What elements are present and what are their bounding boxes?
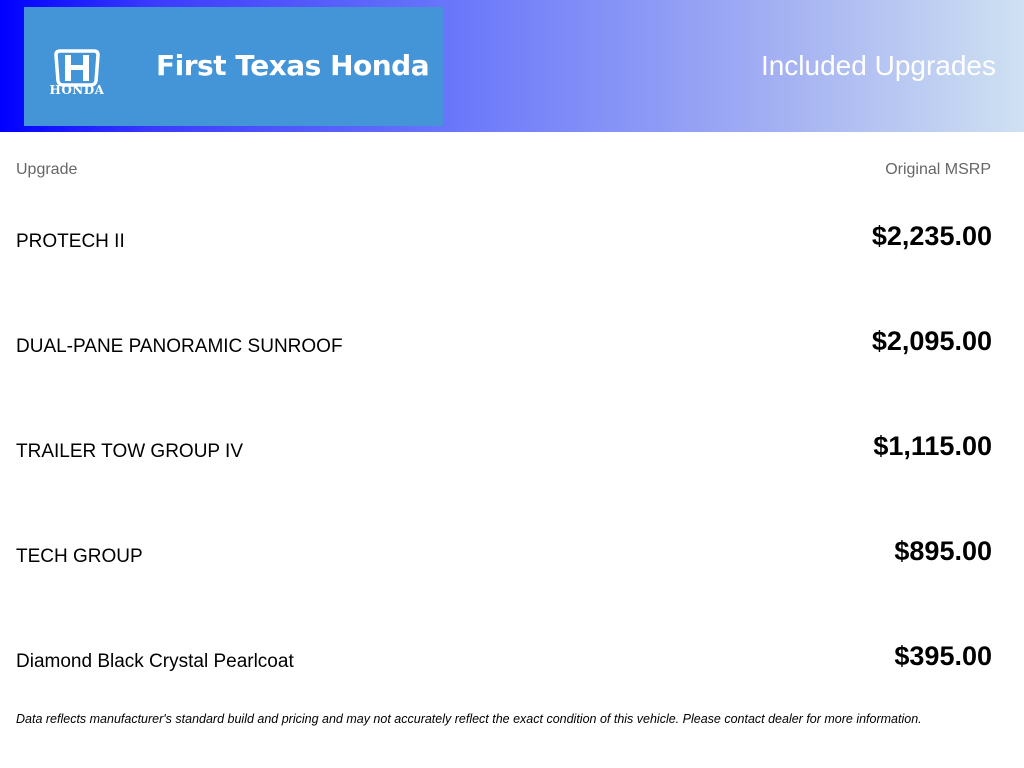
upgrade-price: $395.00 — [894, 641, 992, 671]
upgrade-price: $1,115.00 — [873, 431, 992, 461]
upgrade-row — [16, 641, 992, 681]
upgrade-row — [16, 431, 992, 471]
upgrade-row — [16, 221, 992, 261]
page-title: Included Upgrades — [760, 50, 996, 81]
page-header — [0, 0, 1024, 132]
column-header-upgrade: Upgrade — [16, 161, 78, 178]
upgrade-name: Diamond Black Crystal Pearlcoat — [16, 651, 294, 672]
upgrade-name: TECH GROUP — [16, 546, 143, 567]
upgrade-row — [16, 536, 992, 576]
dealer-logo — [24, 7, 443, 126]
upgrade-price: $2,235.00 — [871, 221, 992, 251]
upgrade-name: DUAL-PANE PANORAMIC SUNROOF — [16, 336, 343, 357]
disclaimer-text: Data reflects manufacturer's standard build and pricing and may not accurately reflect the exact condition of this vehicle. Please contact dealer for more information. — [16, 712, 922, 726]
upgrade-price: $2,095.00 — [871, 326, 992, 356]
upgrade-price: $895.00 — [894, 536, 992, 566]
upgrade-name: PROTECH II — [16, 231, 125, 252]
dealer-name: First Texas Honda — [156, 49, 430, 82]
upgrade-row — [16, 326, 992, 366]
column-header-msrp: Original MSRP — [885, 161, 991, 178]
upgrade-name: TRAILER TOW GROUP IV — [16, 441, 243, 462]
honda-wordmark: HONDA — [49, 83, 105, 97]
